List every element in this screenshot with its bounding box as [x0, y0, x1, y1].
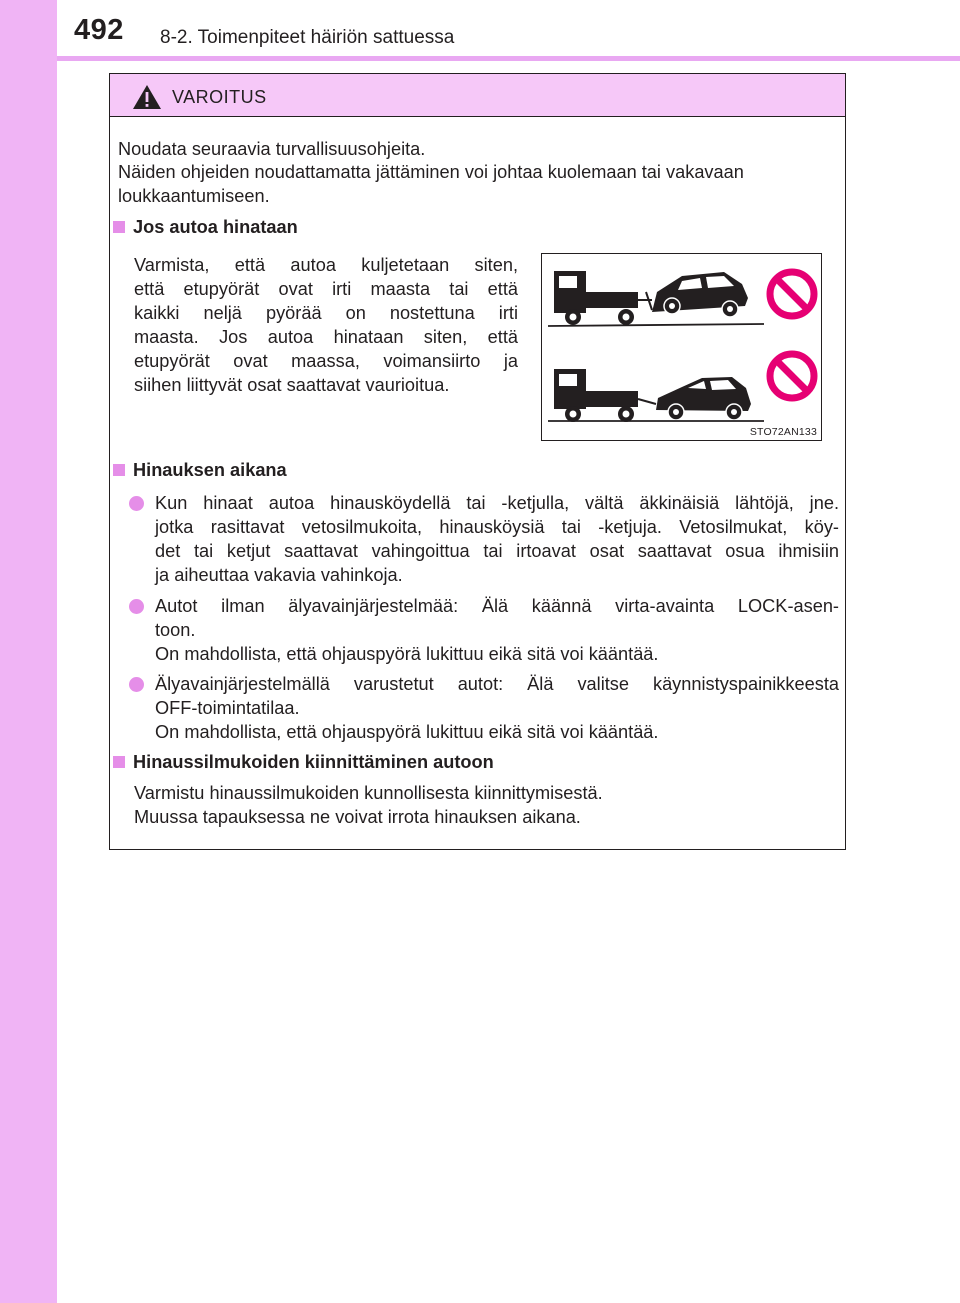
towing-b2-line-2: toon.: [155, 620, 196, 640]
towed-line-3: kaikki neljä pyörää on nostettuna irti: [134, 303, 518, 323]
warning-header: [110, 74, 845, 117]
heading-towed-text: Jos autoa hinataan: [133, 217, 298, 237]
towed-line-4: maasta. Jos autoa hinataan siten, että: [134, 327, 518, 347]
side-tab-strip: [0, 0, 57, 1303]
towing-b1-line-1: Kun hinaat autoa hinausköydellä tai -ketjulla, vältä äkkinäisiä lähtöjä, jne.: [155, 493, 839, 513]
eyelet-line-2: Muussa tapauksessa ne voivat irrota hinauksen aikana.: [134, 807, 581, 827]
towed-car-top: [652, 272, 748, 317]
towed-car-bottom: [656, 377, 751, 420]
towed-line-5: etupyörät ovat maassa, voimansiirto ja: [134, 351, 518, 371]
prohibited-icon: [770, 272, 814, 316]
towing-b2-line-1: Autot ilman älyavainjärjestelmää: Älä käännä virta-avainta LOCK-asen-: [155, 596, 839, 616]
towed-line-6: siihen liittyvät osat saattavat vaurioitua.: [134, 375, 450, 395]
eyelet-line-1: Varmistu hinaussilmukoiden kunnollisesta kiinnittymisestä.: [134, 783, 603, 803]
towing-diagram: [542, 254, 821, 440]
page-number: 492: [74, 14, 124, 46]
warning-intro-line-3: loukkaantumiseen.: [118, 186, 270, 206]
warning-box: [109, 73, 846, 850]
towing-b1-line-4: ja aiheuttaa vakavia vahinkoja.: [155, 565, 403, 585]
bullet-dot-icon: [129, 599, 144, 614]
figure-code: STO72AN133: [749, 426, 817, 438]
tow-truck-bottom: [554, 369, 656, 422]
towed-line-1: Varmista, että autoa kuljetetaan siten,: [134, 255, 518, 275]
warning-intro-line-1: Noudata seuraavia turvallisuusohjeita.: [118, 139, 426, 159]
towing-b3-line-1: Älyavainjärjestelmällä varustetut autot: Älä valitse käynnistyspainikkeesta: [155, 674, 839, 694]
towing-b2-line-3: On mahdollista, että ohjauspyörä lukittuu eikä sitä voi kääntää.: [155, 644, 659, 664]
towing-b1-line-2: jotka rasittavat vetosilmukoita, hinausköysiä tai -ketjuja. Vetosilmukat, köy-: [155, 517, 839, 537]
bullet-dot-icon: [129, 496, 144, 511]
heading-towed: [113, 215, 298, 239]
warning-intro-line-2: Näiden ohjeiden noudattamatta jättäminen voi johtaa kuolemaan tai vakavaan: [118, 162, 744, 182]
square-bullet-icon: [113, 756, 125, 768]
heading-towing-text: Hinauksen aikana: [133, 460, 287, 480]
warning-triangle-icon: [132, 84, 162, 110]
towing-b3-line-3: On mahdollista, että ohjauspyörä lukittuu eikä sitä voi kääntää.: [155, 722, 659, 742]
heading-towing: [113, 458, 287, 482]
towing-b1-line-3: det tai ketjut saattavat vahingoittua tai irtoavat osat saattavat osua ihmisiin: [155, 541, 839, 561]
square-bullet-icon: [113, 464, 125, 476]
towed-line-2: että etupyörät ovat irti maasta tai että: [134, 279, 518, 299]
warning-label: VAROITUS: [172, 87, 267, 107]
towing-illustration: [541, 253, 822, 441]
header-rule: [57, 56, 960, 61]
bullet-dot-icon: [129, 677, 144, 692]
heading-eyelet-text: Hinaussilmukoiden kiinnittäminen autoon: [133, 752, 494, 772]
section-title: 8-2. Toimenpiteet häiriön sattuessa: [160, 27, 455, 48]
heading-eyelet: [113, 750, 494, 774]
towing-b3-line-2: OFF-toimintatilaa.: [155, 698, 300, 718]
tow-truck-top: [554, 271, 652, 325]
prohibited-icon: [770, 354, 814, 398]
square-bullet-icon: [113, 221, 125, 233]
